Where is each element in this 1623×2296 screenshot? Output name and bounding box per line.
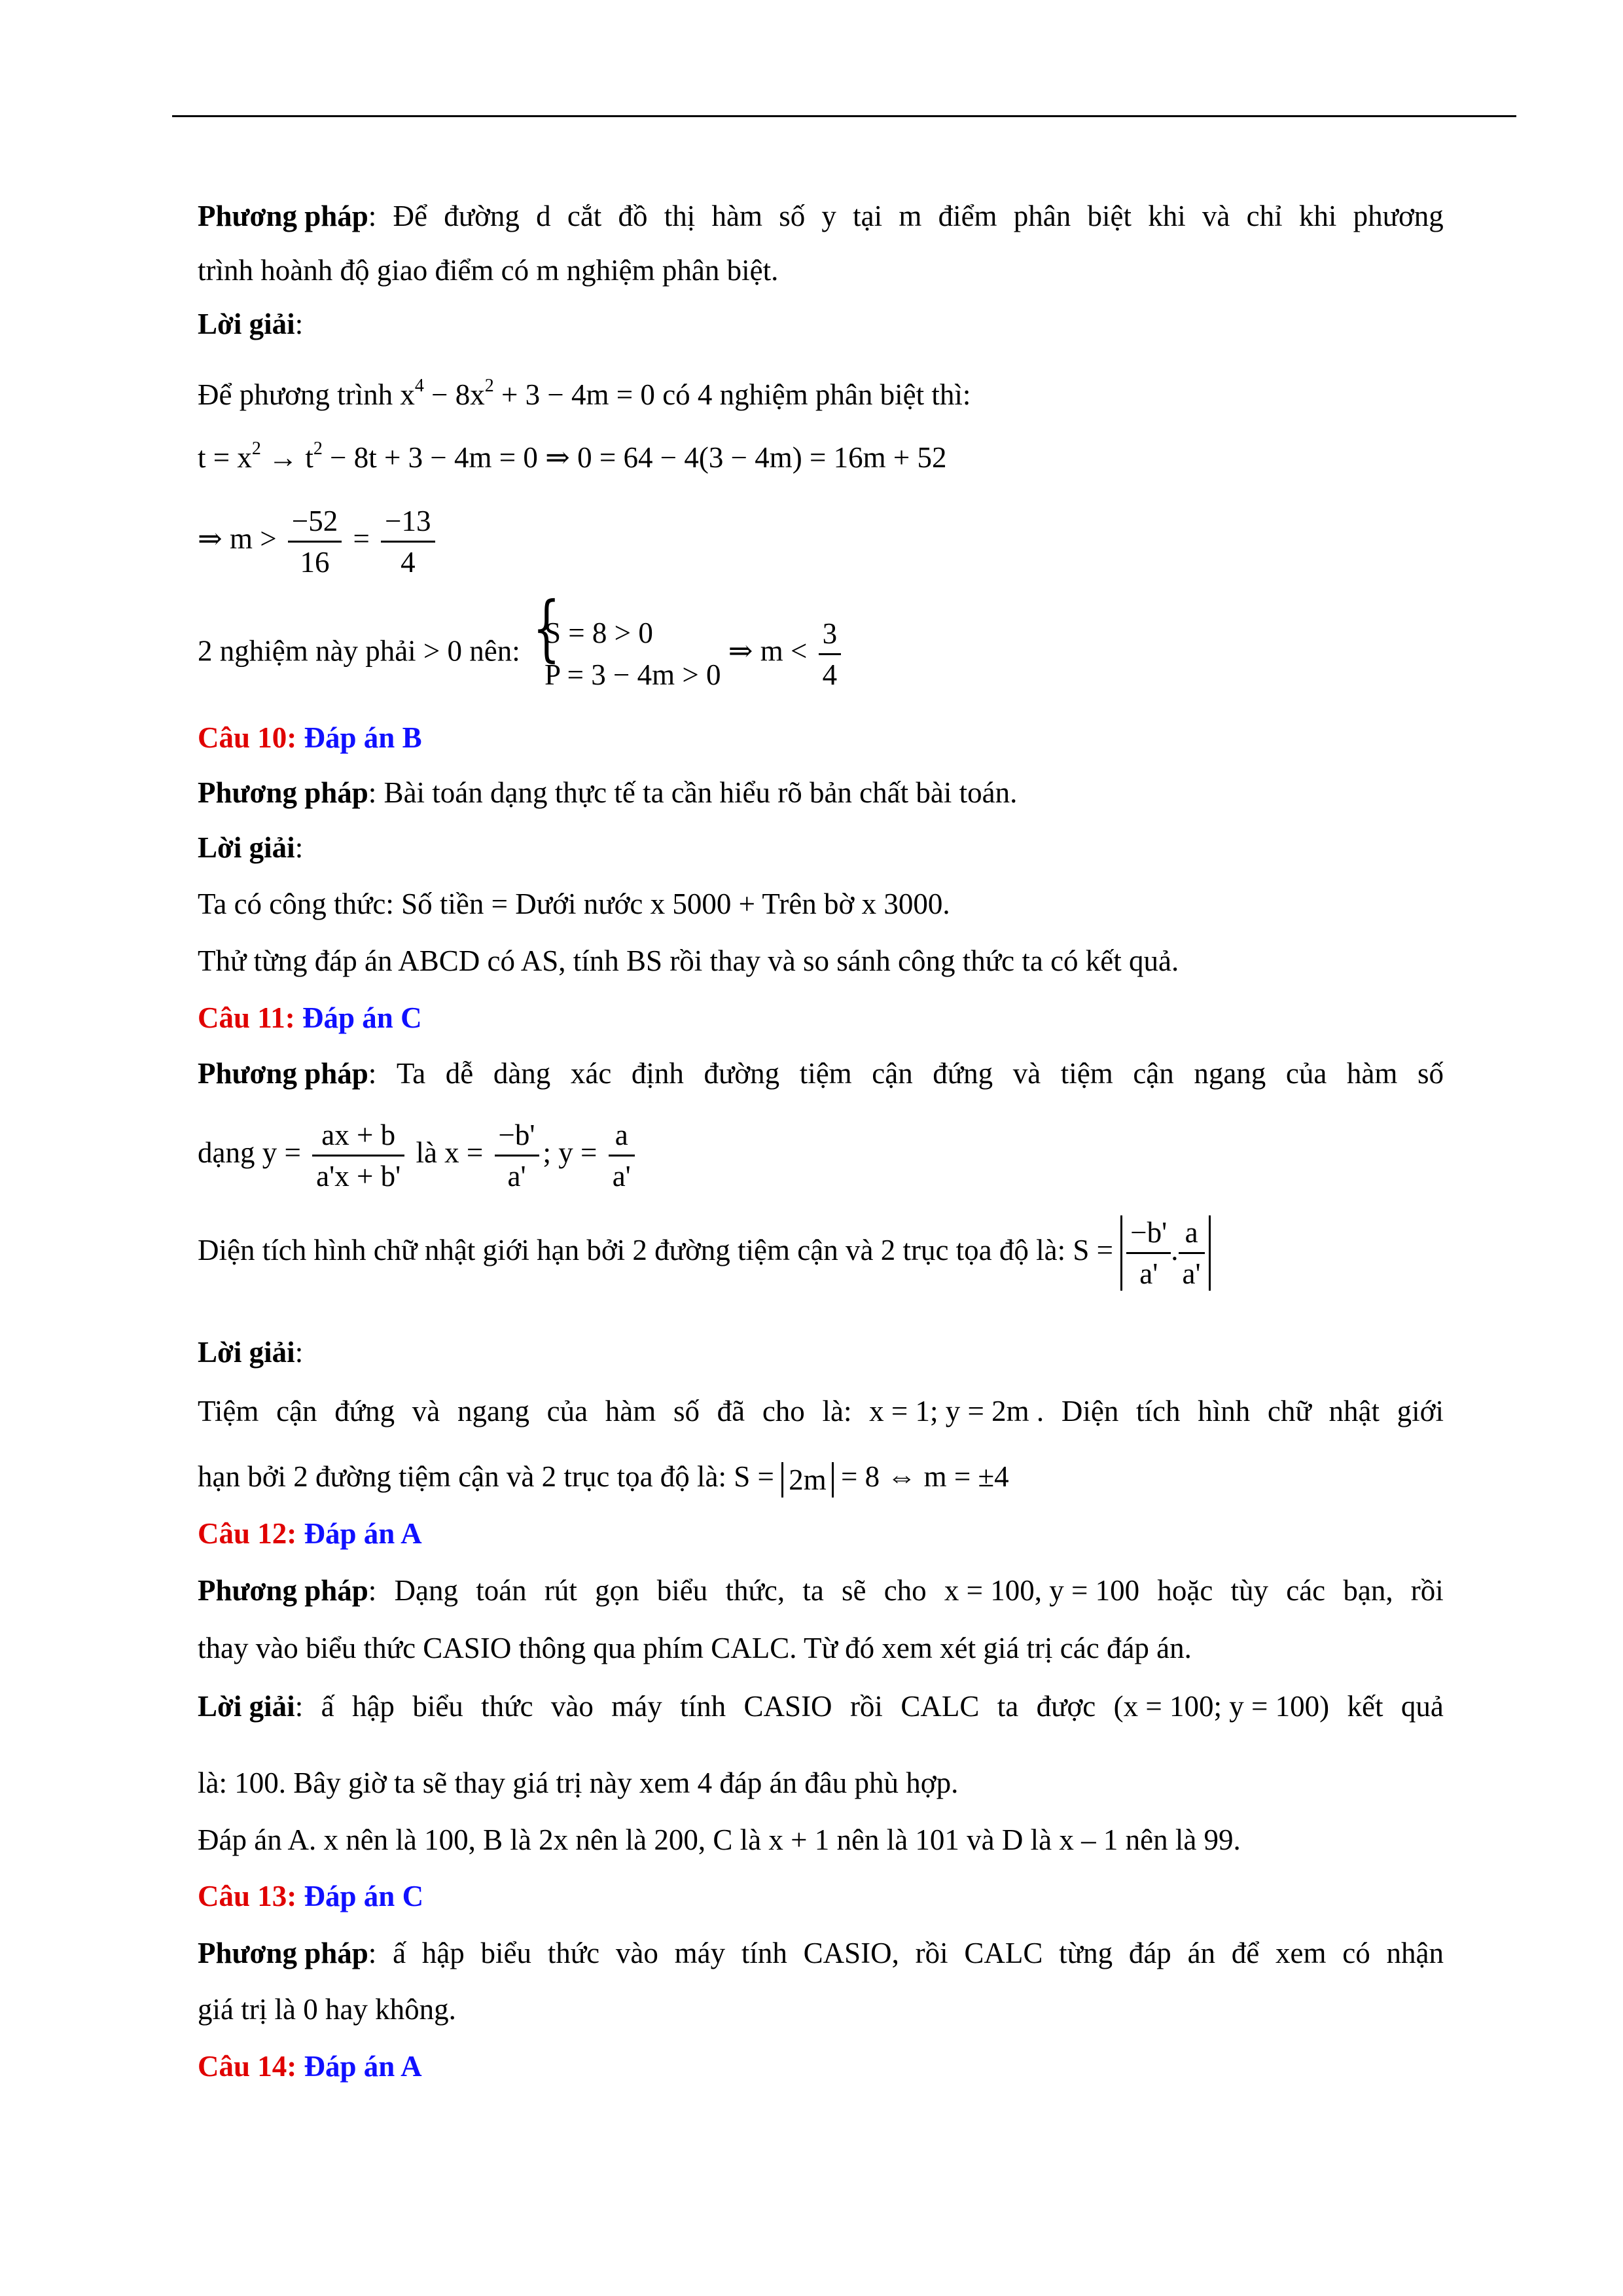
- inequality-line: ⇒ m > $\frac{-52}{16}$ = $\frac{-13}{4}$: [198, 504, 439, 579]
- q10-formula: Ta có công thức: Số tiền = Dưới nước x 5000 + Trên bờ x 3000.: [198, 888, 950, 920]
- q11-area-formula: Diện tích hình chữ nhật giới hạn bởi 2 đường tiệm cận và 2 trục tọa độ là: S = $\frac{-b'}{a'}$ . $\frac{a}{a'}$: [198, 1215, 1211, 1291]
- word: tính: [680, 1690, 726, 1723]
- word: m: [899, 200, 922, 232]
- word: ấ: [321, 1690, 334, 1723]
- word: hập: [421, 1937, 465, 1969]
- word: có: [1342, 1937, 1370, 1969]
- word: rồi: [1410, 1574, 1444, 1607]
- q12-solution-line-2: là: 100. Bây giờ ta sẽ thay giá trị này xem 4 đáp án đâu phù hợp.: [198, 1767, 959, 1799]
- word: đáp: [1128, 1937, 1171, 1969]
- q12-method-line-1: [198, 1573, 1444, 1608]
- word: Dạng: [394, 1574, 458, 1607]
- word: quả: [1400, 1690, 1444, 1723]
- word: hoặc: [1157, 1574, 1213, 1607]
- word: từng: [1059, 1937, 1113, 1969]
- word: thức: [481, 1690, 533, 1723]
- word: các: [1286, 1574, 1326, 1607]
- word: để: [1231, 1937, 1260, 1969]
- word: sẽ: [842, 1574, 866, 1607]
- word: cho: [762, 1395, 805, 1427]
- word: rút: [544, 1574, 577, 1607]
- q11-method-line-2: dạng y = $\frac{ax + b}{a'x + b'}$ là x = $\frac{-b'}{a'}$ ; y = $\frac{a}{a'}$: [198, 1118, 639, 1193]
- label-word: Phương pháp:: [198, 1937, 377, 1969]
- word: tiệm: [799, 1057, 852, 1090]
- q13-method-line-1: [198, 1935, 1444, 1971]
- word: gọn: [595, 1574, 639, 1607]
- word: hàm: [605, 1395, 656, 1427]
- question-11-heading: Câu 11: Đáp án C: [198, 1001, 422, 1034]
- word: hàm: [711, 200, 762, 232]
- word: tính: [741, 1937, 787, 1969]
- word: chữ: [1267, 1395, 1311, 1427]
- word: đứng: [334, 1395, 395, 1427]
- q10-explanation: Thử từng đáp án ABCD có AS, tính BS rồi thay và so sánh công thức ta có kết quả.: [198, 944, 1179, 977]
- word: toán: [476, 1574, 527, 1607]
- word: CASIO: [743, 1690, 832, 1723]
- system-line: 2 nghiệm này phải > 0 nên: { S = 8 > 0 P = 3 − 4m > 0 ⇒ m < $\frac{3}{4}$: [198, 612, 845, 696]
- question-10-heading: Câu 10: Đáp án B: [198, 721, 422, 754]
- word: (x = 100; y = 100): [1113, 1690, 1330, 1723]
- word: cận: [872, 1057, 913, 1090]
- word: ta: [997, 1690, 1019, 1723]
- word: Diện: [1061, 1395, 1119, 1427]
- word: nhật: [1329, 1395, 1380, 1427]
- word: và: [1202, 200, 1230, 232]
- q13-method-line-2: giá trị là 0 hay không.: [198, 1993, 456, 2026]
- label-word: Lời giải:: [198, 1690, 304, 1723]
- word: nhận: [1386, 1937, 1444, 1969]
- word: tích: [1136, 1395, 1181, 1427]
- word: ngang: [1194, 1057, 1266, 1090]
- substitution-line: $t = x^2 \to t^2 - 8t + 3 - 4m = 0$ ⇒ 0 = 64 − 4(3 − 4m) = 16m + 52: [198, 439, 947, 474]
- word: điểm: [938, 200, 997, 232]
- method-line-1: [198, 198, 1444, 234]
- label-word: Phương pháp:: [198, 1574, 377, 1607]
- word: ta: [802, 1574, 824, 1607]
- fraction: $\frac{ax + b}{a'x + b'}$: [312, 1118, 404, 1193]
- word: cận: [276, 1395, 317, 1427]
- word: số: [1417, 1057, 1444, 1090]
- word: được: [1036, 1690, 1096, 1723]
- word: xác: [570, 1057, 612, 1090]
- word: dàng: [493, 1057, 551, 1090]
- word: phân: [1013, 200, 1071, 232]
- word: đứng: [933, 1057, 993, 1090]
- word: CALC: [964, 1937, 1043, 1969]
- word: khi: [1148, 200, 1186, 232]
- word: thức: [547, 1937, 600, 1969]
- word: của: [546, 1395, 588, 1427]
- word: khi: [1298, 200, 1337, 232]
- word: kết: [1347, 1690, 1383, 1723]
- word: biểu: [656, 1574, 708, 1607]
- word: đường: [704, 1057, 780, 1090]
- word: hập: [351, 1690, 395, 1723]
- q11-method-line-1: [198, 1056, 1444, 1091]
- word: bạn,: [1343, 1574, 1393, 1607]
- word: của: [1285, 1057, 1327, 1090]
- word: ấ: [393, 1937, 406, 1969]
- q11-solution-line-2: hạn bởi 2 đường tiệm cận và 2 trục tọa độ là: S = 2m = 8 ⇔ m = ±4: [198, 1460, 1009, 1496]
- word: rồi: [849, 1690, 883, 1723]
- label-word: Phương pháp:: [198, 1057, 377, 1090]
- word: phương: [1353, 200, 1444, 232]
- word: x = 100, y = 100: [944, 1574, 1140, 1607]
- word: đã: [717, 1395, 745, 1427]
- word: định: [631, 1057, 684, 1090]
- word: máy: [611, 1690, 662, 1723]
- equation-system: { S = 8 > 0 P = 3 − 4m > 0: [533, 586, 721, 691]
- q10-solution-heading: Lời giải:: [198, 831, 304, 864]
- word: hình: [1198, 1395, 1251, 1427]
- word: CASIO,: [803, 1937, 899, 1969]
- word: tại: [853, 200, 883, 232]
- word: chỉ: [1246, 200, 1283, 232]
- fraction: $\frac{a}{a'}$: [609, 1118, 635, 1193]
- word: Tiệm: [198, 1395, 259, 1427]
- word: cho: [883, 1574, 927, 1607]
- word: xem: [1275, 1937, 1327, 1969]
- q10-method: Phương pháp: Bài toán dạng thực tế ta cần hiểu rõ bản chất bài toán.: [198, 776, 1018, 809]
- absolute-value: $\frac{-b'}{a'}$ . $\frac{a}{a'}$: [1120, 1215, 1210, 1291]
- word: d: [536, 200, 551, 232]
- word: thị: [664, 200, 696, 232]
- word: tiệm: [1060, 1057, 1113, 1090]
- header-rule: [172, 115, 1516, 117]
- word: CALC: [901, 1690, 980, 1723]
- q12-solution-line-1: [198, 1689, 1444, 1724]
- question-12-heading: Câu 12: Đáp án A: [198, 1517, 422, 1550]
- word: biểu: [480, 1937, 532, 1969]
- word: ngang: [457, 1395, 529, 1427]
- equation-line: Để phương trình $x^4 - 8x^2 + 3 - 4m = 0$ có 4 nghiệm phân biệt thì:: [198, 376, 971, 411]
- word: Để: [393, 200, 428, 232]
- fraction: $\frac{-13}{4}$: [381, 504, 435, 579]
- word: là:: [822, 1395, 852, 1427]
- word: thức,: [725, 1574, 785, 1607]
- solution-heading: Lời giải:: [198, 308, 304, 340]
- word: Ta: [396, 1057, 426, 1090]
- q11-solution-heading: Lời giải:: [198, 1336, 304, 1369]
- question-14-heading: Câu 14: Đáp án A: [198, 2050, 422, 2083]
- word: y: [821, 200, 836, 232]
- word: giới: [1397, 1395, 1444, 1427]
- word: số: [779, 200, 806, 232]
- word: và: [1012, 1057, 1041, 1090]
- q11-solution-line-1: [198, 1393, 1444, 1429]
- word: số: [673, 1395, 700, 1427]
- word: biểu: [412, 1690, 463, 1723]
- word: rồi: [915, 1937, 948, 1969]
- word: vào: [615, 1937, 658, 1969]
- word: cận: [1133, 1057, 1174, 1090]
- word: vào: [550, 1690, 594, 1723]
- q12-solution-line-3: Đáp án A. x nên là 100, B là 2x nên là 200, C là x + 1 nên là 101 và D là x – 1 nên là 99.: [198, 1823, 1241, 1856]
- word: và: [412, 1395, 440, 1427]
- absolute-value: 2m: [781, 1462, 834, 1498]
- word: đường: [444, 200, 520, 232]
- fraction: $\frac{-52}{16}$: [288, 504, 342, 579]
- word: x = 1; y = 2m .: [869, 1395, 1044, 1427]
- word: đồ: [618, 200, 648, 232]
- word: án: [1187, 1937, 1216, 1969]
- question-13-heading: Câu 13: Đáp án C: [198, 1880, 424, 1912]
- word: dễ: [445, 1057, 474, 1090]
- word: hàm: [1346, 1057, 1398, 1090]
- word: biệt: [1087, 200, 1132, 232]
- word: tùy: [1230, 1574, 1269, 1607]
- word: cắt: [567, 200, 602, 232]
- label-word: Phương pháp:: [198, 200, 377, 232]
- method-line-2: trình hoành độ giao điểm có m nghiệm phân biệt.: [198, 254, 779, 287]
- fraction: $\frac{-b'}{a'}$: [495, 1118, 539, 1193]
- fraction: $\frac{3}{4}$: [819, 617, 842, 692]
- q12-method-line-2: thay vào biểu thức CASIO thông qua phím CALC. Từ đó xem xét giá trị các đáp án.: [198, 1632, 1192, 1664]
- word: máy: [674, 1937, 726, 1969]
